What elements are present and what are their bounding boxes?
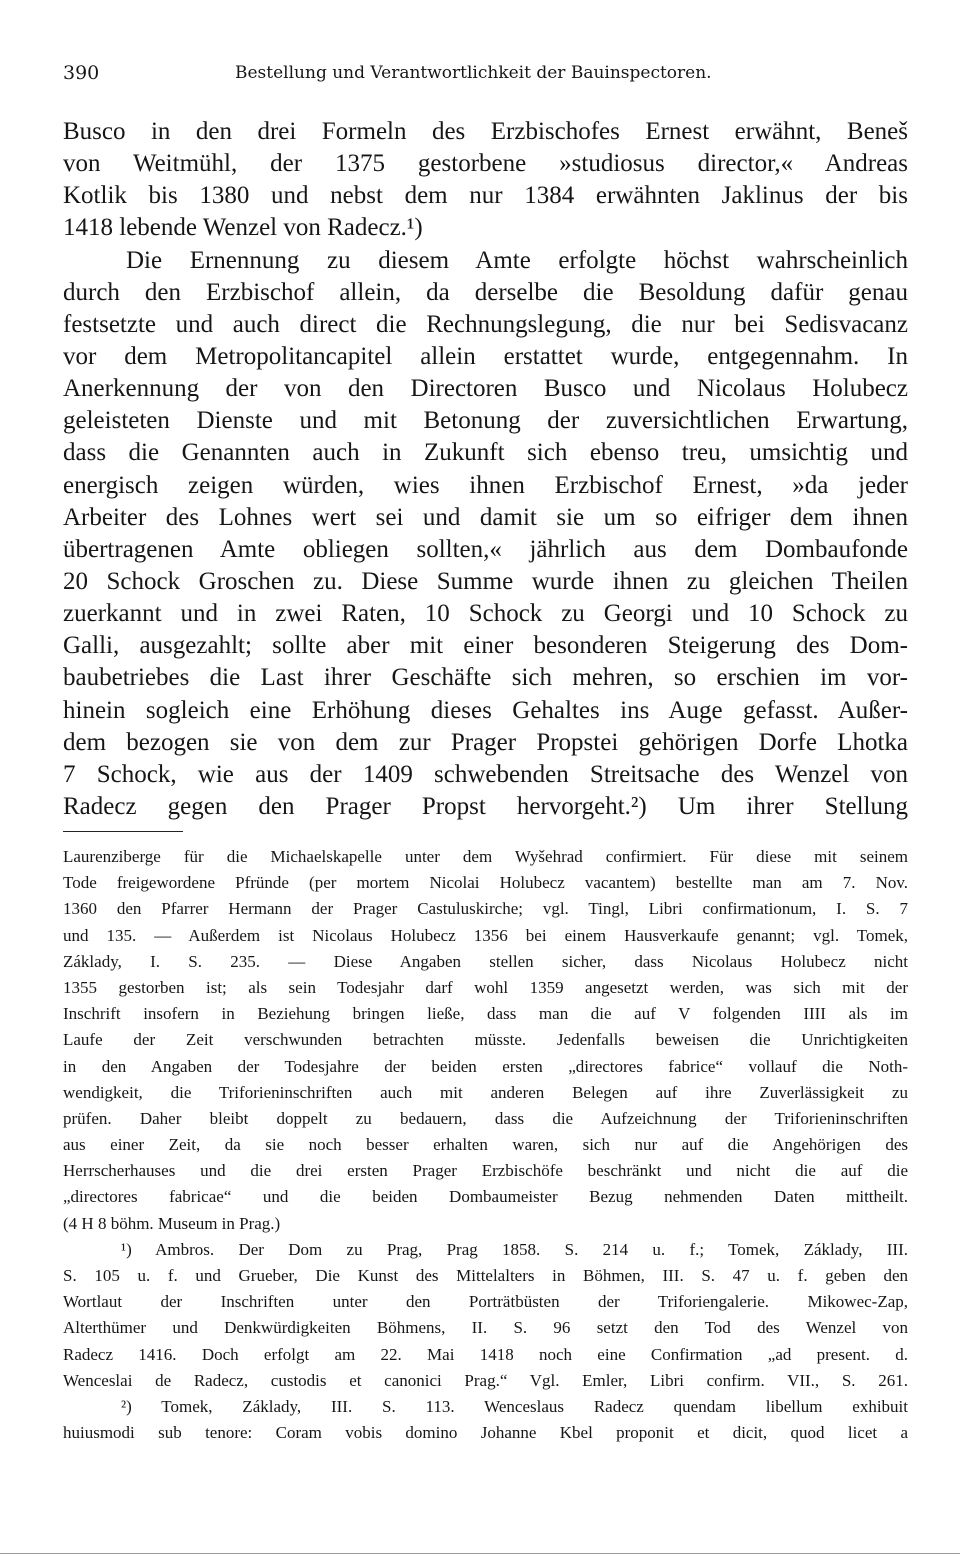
scan-edge-line: [0, 1553, 960, 1554]
body-line: energisch zeigen würden, wies ihnen Erzbischof Ernest, »da jeder: [63, 471, 908, 499]
body-line: baubetriebes die Last ihrer Geschäfte sich mehren, so erschien im vor-: [63, 664, 908, 692]
body-line: festsetzte und auch direct die Rechnungslegung, die nur bei Sedisvacanz: [63, 310, 908, 338]
footnote-line: huiusmodi sub tenore: Coram vobis domino Johanne Kbel proponit et dicit, quod licet a: [63, 1423, 908, 1443]
footnote-line: „directores fabricae“ und die beiden Dombaumeister Bezug nehmenden Daten mittheilt.: [63, 1187, 908, 1207]
body-line: vor dem Metropolitancapitel allein erstattet wurde, entgegennahm. In: [63, 342, 908, 370]
footnote-line: Inschrift insofern in Beziehung bringen ließe, dass man die auf V folgenden IIII als im: [63, 1004, 908, 1024]
body-line: von Weitmühl, der 1375 gestorbene »studiosus director,« Andreas: [63, 150, 908, 178]
body-line: Kotlik bis 1380 und nebst dem nur 1384 erwähnten Jaklinus der bis: [63, 182, 908, 210]
body-line: dass die Genannten auch in Zukunft sich ebenso treu, umsichtig und: [63, 439, 908, 467]
footnote-line: Herrscherhauses und die drei ersten Prager Erzbischöfe beschränkt und nicht die auf die: [63, 1161, 908, 1181]
footnote-line: Základy, I. S. 235. — Diese Angaben stellen sicher, dass Nicolaus Holubecz nicht: [63, 951, 908, 971]
footnote-separator: [63, 831, 183, 832]
body-line: 7 Schock, wie aus der 1409 schwebenden Streitsache des Wenzel von: [63, 760, 908, 788]
running-title: Bestellung und Verantwortlichkeit der Bauinspectoren.: [235, 63, 712, 83]
footnote-line: in den Angaben der Todesjahre der beiden ersten „directores fabrice“ vollauf die Noth-: [63, 1056, 908, 1076]
footnote-line: Laufe der Zeit verschwunden betrachten müsste. Jedenfalls beweisen die Unrichtigkeiten: [63, 1030, 908, 1050]
body-line: Busco in den drei Formeln des Erzbischofes Ernest erwähnt, Beneš: [63, 118, 908, 145]
footnote-line: Radecz 1416. Doch erfolgt am 22. Mai 1418 noch eine Confirmation „ad present. d.: [63, 1344, 908, 1364]
body-line: Die Ernennung zu diesem Amte erfolgte höchst wahrscheinlich: [126, 246, 908, 274]
body-line: Galli, ausgezahlt; sollte aber mit einer besonderen Steigerung des Dom-: [63, 632, 908, 660]
footnote-line: S. 105 u. f. und Grueber, Die Kunst des Mittelalters in Böhmen, III. S. 47 u. f. geben den: [63, 1266, 908, 1285]
footnote-line: ²) Tomek, Základy, III. S. 113. Wenceslaus Radecz quendam libellum exhibuit: [121, 1396, 908, 1416]
body-line: durch den Erzbischof allein, da derselbe die Besoldung dafür genau: [63, 278, 908, 306]
footnote-line: Tode freigewordene Pfründe (per mortem Nicolai Holubecz vacantem) bestellte man am 7. Nov.: [63, 873, 908, 893]
body-line: 1418 lebende Wenzel von Radecz.¹): [63, 214, 423, 242]
body-line: übertragenen Amte obliegen sollten,« jährlich aus dem Dombaufonde: [63, 535, 908, 563]
body-line: dem bezogen sie von dem zur Prager Propstei gehörigen Dorfe Lhotka: [63, 728, 908, 756]
footnote-line: 1355 gestorben ist; als sein Todesjahr darf wohl 1359 angesetzt werden, was sich mit der: [63, 977, 908, 997]
running-header: [63, 58, 908, 88]
footnote-line: und 135. — Außerdem ist Nicolaus Holubecz 1356 bei einem Hausverkaufe genannt; vgl. Tomek,: [63, 925, 908, 945]
main-text: [63, 116, 908, 823]
footnote-line: ¹) Ambros. Der Dom zu Prag, Prag 1858. S. 214 u. f.; Tomek, Základy, III.: [121, 1239, 908, 1259]
footnote-line: aus einer Zeit, da sie noch besser erhalten waren, sich nur auf die Angehörigen des: [63, 1135, 908, 1155]
footnote-line: Wortlaut der Inschriften unter den Porträtbüsten der Triforiengalerie. Mikowec-Zap,: [63, 1292, 908, 1312]
footnotes: [63, 844, 908, 1446]
footnote-line: Wenceslai de Radecz, custodis et canonici Prag.“ Vgl. Emler, Libri confirm. VII., S. 261.: [63, 1370, 908, 1390]
body-line: Radecz gegen den Prager Propst hervorgeht.²) Um ihrer Stellung: [63, 792, 908, 820]
footnote-line: Alterthümer und Denkwürdigkeiten Böhmens, II. S. 96 setzt den Tod des Wenzel von: [63, 1318, 908, 1338]
footnote-line: Laurenziberge für die Michaelskapelle unter dem Wyšehrad confirmiert. Für diese mit seinem: [63, 847, 908, 866]
page-number: 390: [63, 62, 100, 84]
body-line: geleisteten Dienste und mit Betonung der zuversichtlichen Erwartung,: [63, 407, 908, 435]
footnote-line: 1360 den Pfarrer Hermann der Prager Castuluskirche; vgl. Tingl, Libri confirmationum, I. S. 7: [63, 899, 908, 919]
footnote-line: wendigkeit, die Triforieninschriften auch mit anderen Belegen auf ihre Zuverlässigkeit zu: [63, 1082, 908, 1102]
body-line: 20 Schock Groschen zu. Diese Summe wurde ihnen zu gleichen Theilen: [63, 567, 908, 595]
body-line: Anerkennung der von den Directoren Busco und Nicolaus Holubecz: [63, 375, 908, 403]
footnote-line: prüfen. Daher bleibt doppelt zu bedauern, dass die Aufzeichnung der Triforieninschriften: [63, 1108, 908, 1128]
body-line: Arbeiter des Lohnes wert sei und damit sie um so eifriger dem ihnen: [63, 503, 908, 531]
body-line: zuerkannt und in zwei Raten, 10 Schock zu Georgi und 10 Schock zu: [63, 600, 908, 628]
body-line: hinein sogleich eine Erhöhung dieses Gehaltes ins Auge gefasst. Außer-: [63, 696, 908, 724]
footnote-line: (4 H 8 böhm. Museum in Prag.): [63, 1213, 281, 1233]
